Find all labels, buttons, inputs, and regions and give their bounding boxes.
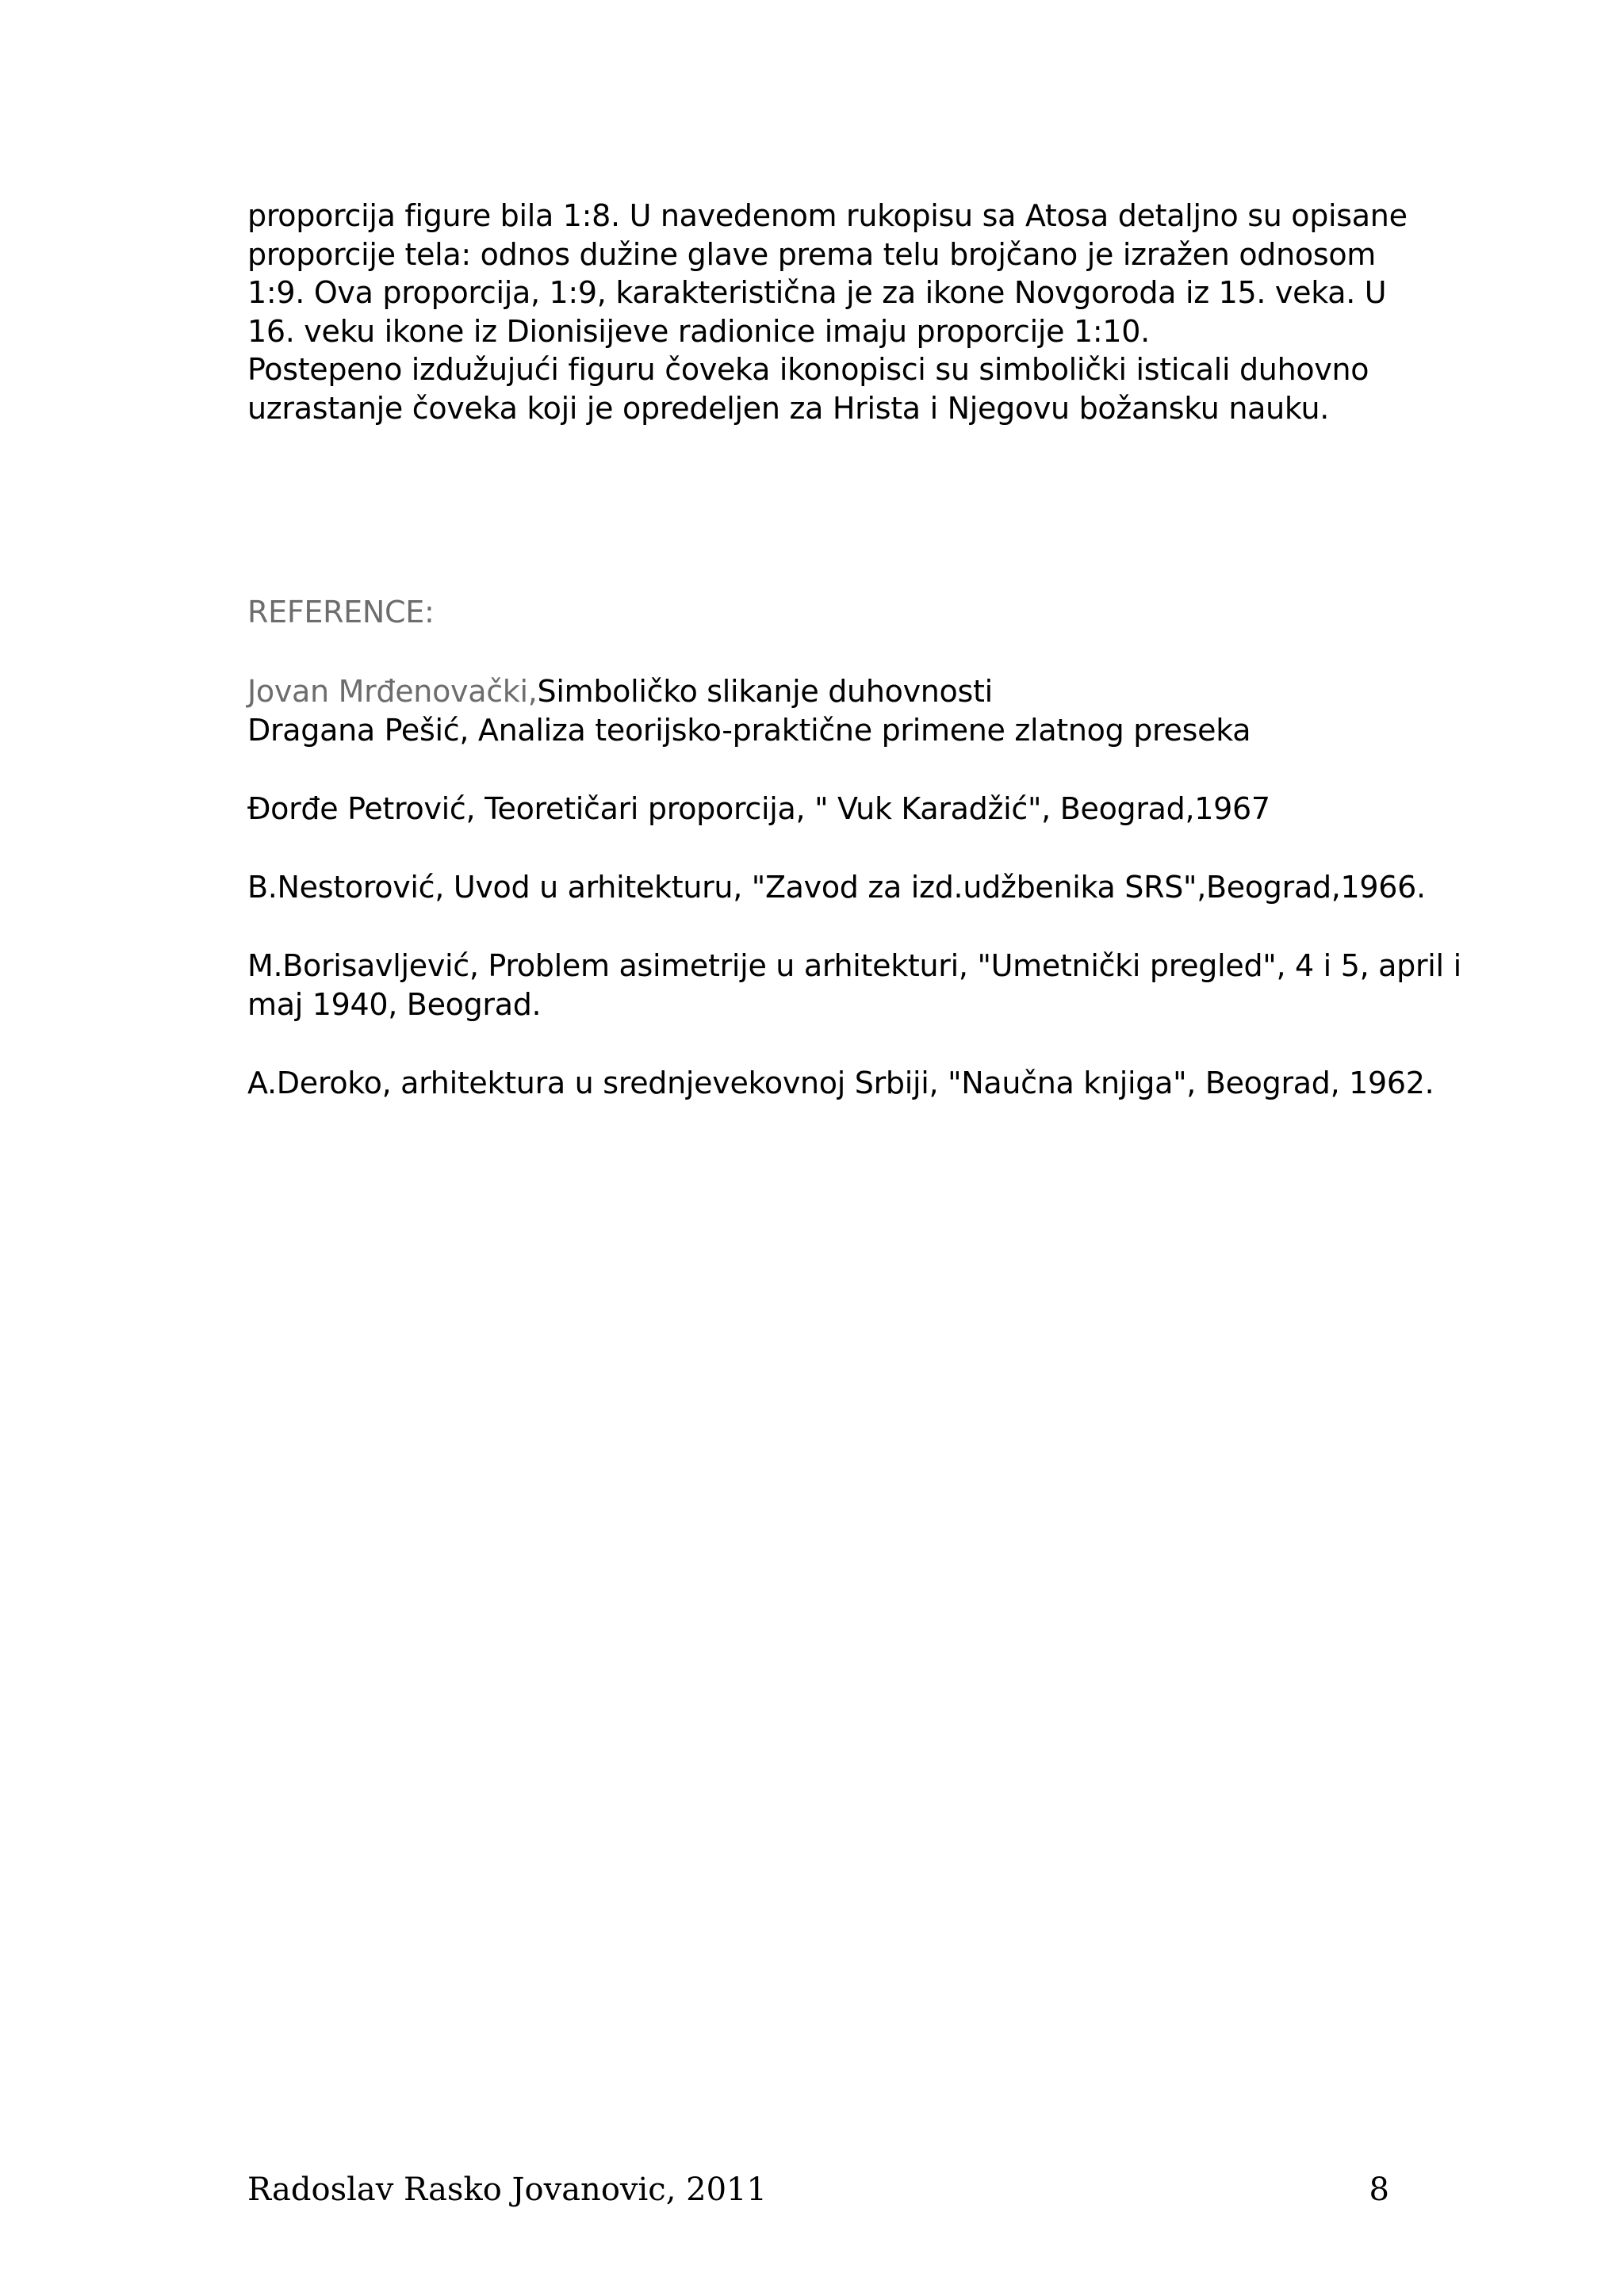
body-line: uzrastanje čoveka koji je opredeljen za Hrista i Njegovu božansku nauku.: [247, 390, 1330, 426]
reference-title: Simboličko slikanje duhovnosti: [537, 674, 993, 709]
body-paragraph: [247, 197, 1408, 428]
reference-item: Dragana Pešić, Analiza teorijsko-praktične primene zlatnog preseka: [247, 713, 1251, 748]
body-line: 16. veku ikone iz Dionisijeve radionice imaju proporcije 1:10.: [247, 313, 1150, 349]
reference-item: [247, 672, 1405, 711]
footer-author: Radoslav Rasko Jovanovic, 2011: [247, 2172, 767, 2208]
reference-item: Đorđe Petrović, Teoretičari proporcija, " Vuk Karadžić", Beograd,1967: [247, 791, 1270, 826]
references-heading: REFERENCE:: [247, 595, 435, 629]
body-line: proporcije tela: odnos dužine glave prema telu brojčano je izražen odnosom: [247, 236, 1376, 272]
page-number: 8: [1369, 2172, 1389, 2208]
reference-author: Jovan Mrđenovački,: [247, 674, 538, 709]
reference-item: M.Borisavljević, Problem asimetrije u arhitekturi, "Umetnički pregled", 4 i 5, april i: [247, 948, 1461, 983]
body-line: Postepeno izdužujući figuru čoveka ikonopisci su simbolički isticali duhovno: [247, 352, 1369, 388]
reference-item: B.Nestorović, Uvod u arhitekturu, "Zavod za izd.udžbenika SRS",Beograd,1966.: [247, 870, 1426, 905]
body-line: 1:9. Ova proporcija, 1:9, karakteristična je za ikone Novgoroda iz 15. veka. U: [247, 275, 1387, 311]
body-line: proporcija figure bila 1:8. U navedenom rukopisu sa Atosa detaljno su opisane: [247, 198, 1408, 233]
reference-item-continuation: maj 1940, Beograd.: [247, 987, 542, 1022]
references-section: [247, 593, 1461, 1103]
reference-item: A.Deroko, arhitektura u srednjevekovnoj Srbiji, "Naučna knjiga", Beograd, 1962.: [247, 1066, 1434, 1100]
